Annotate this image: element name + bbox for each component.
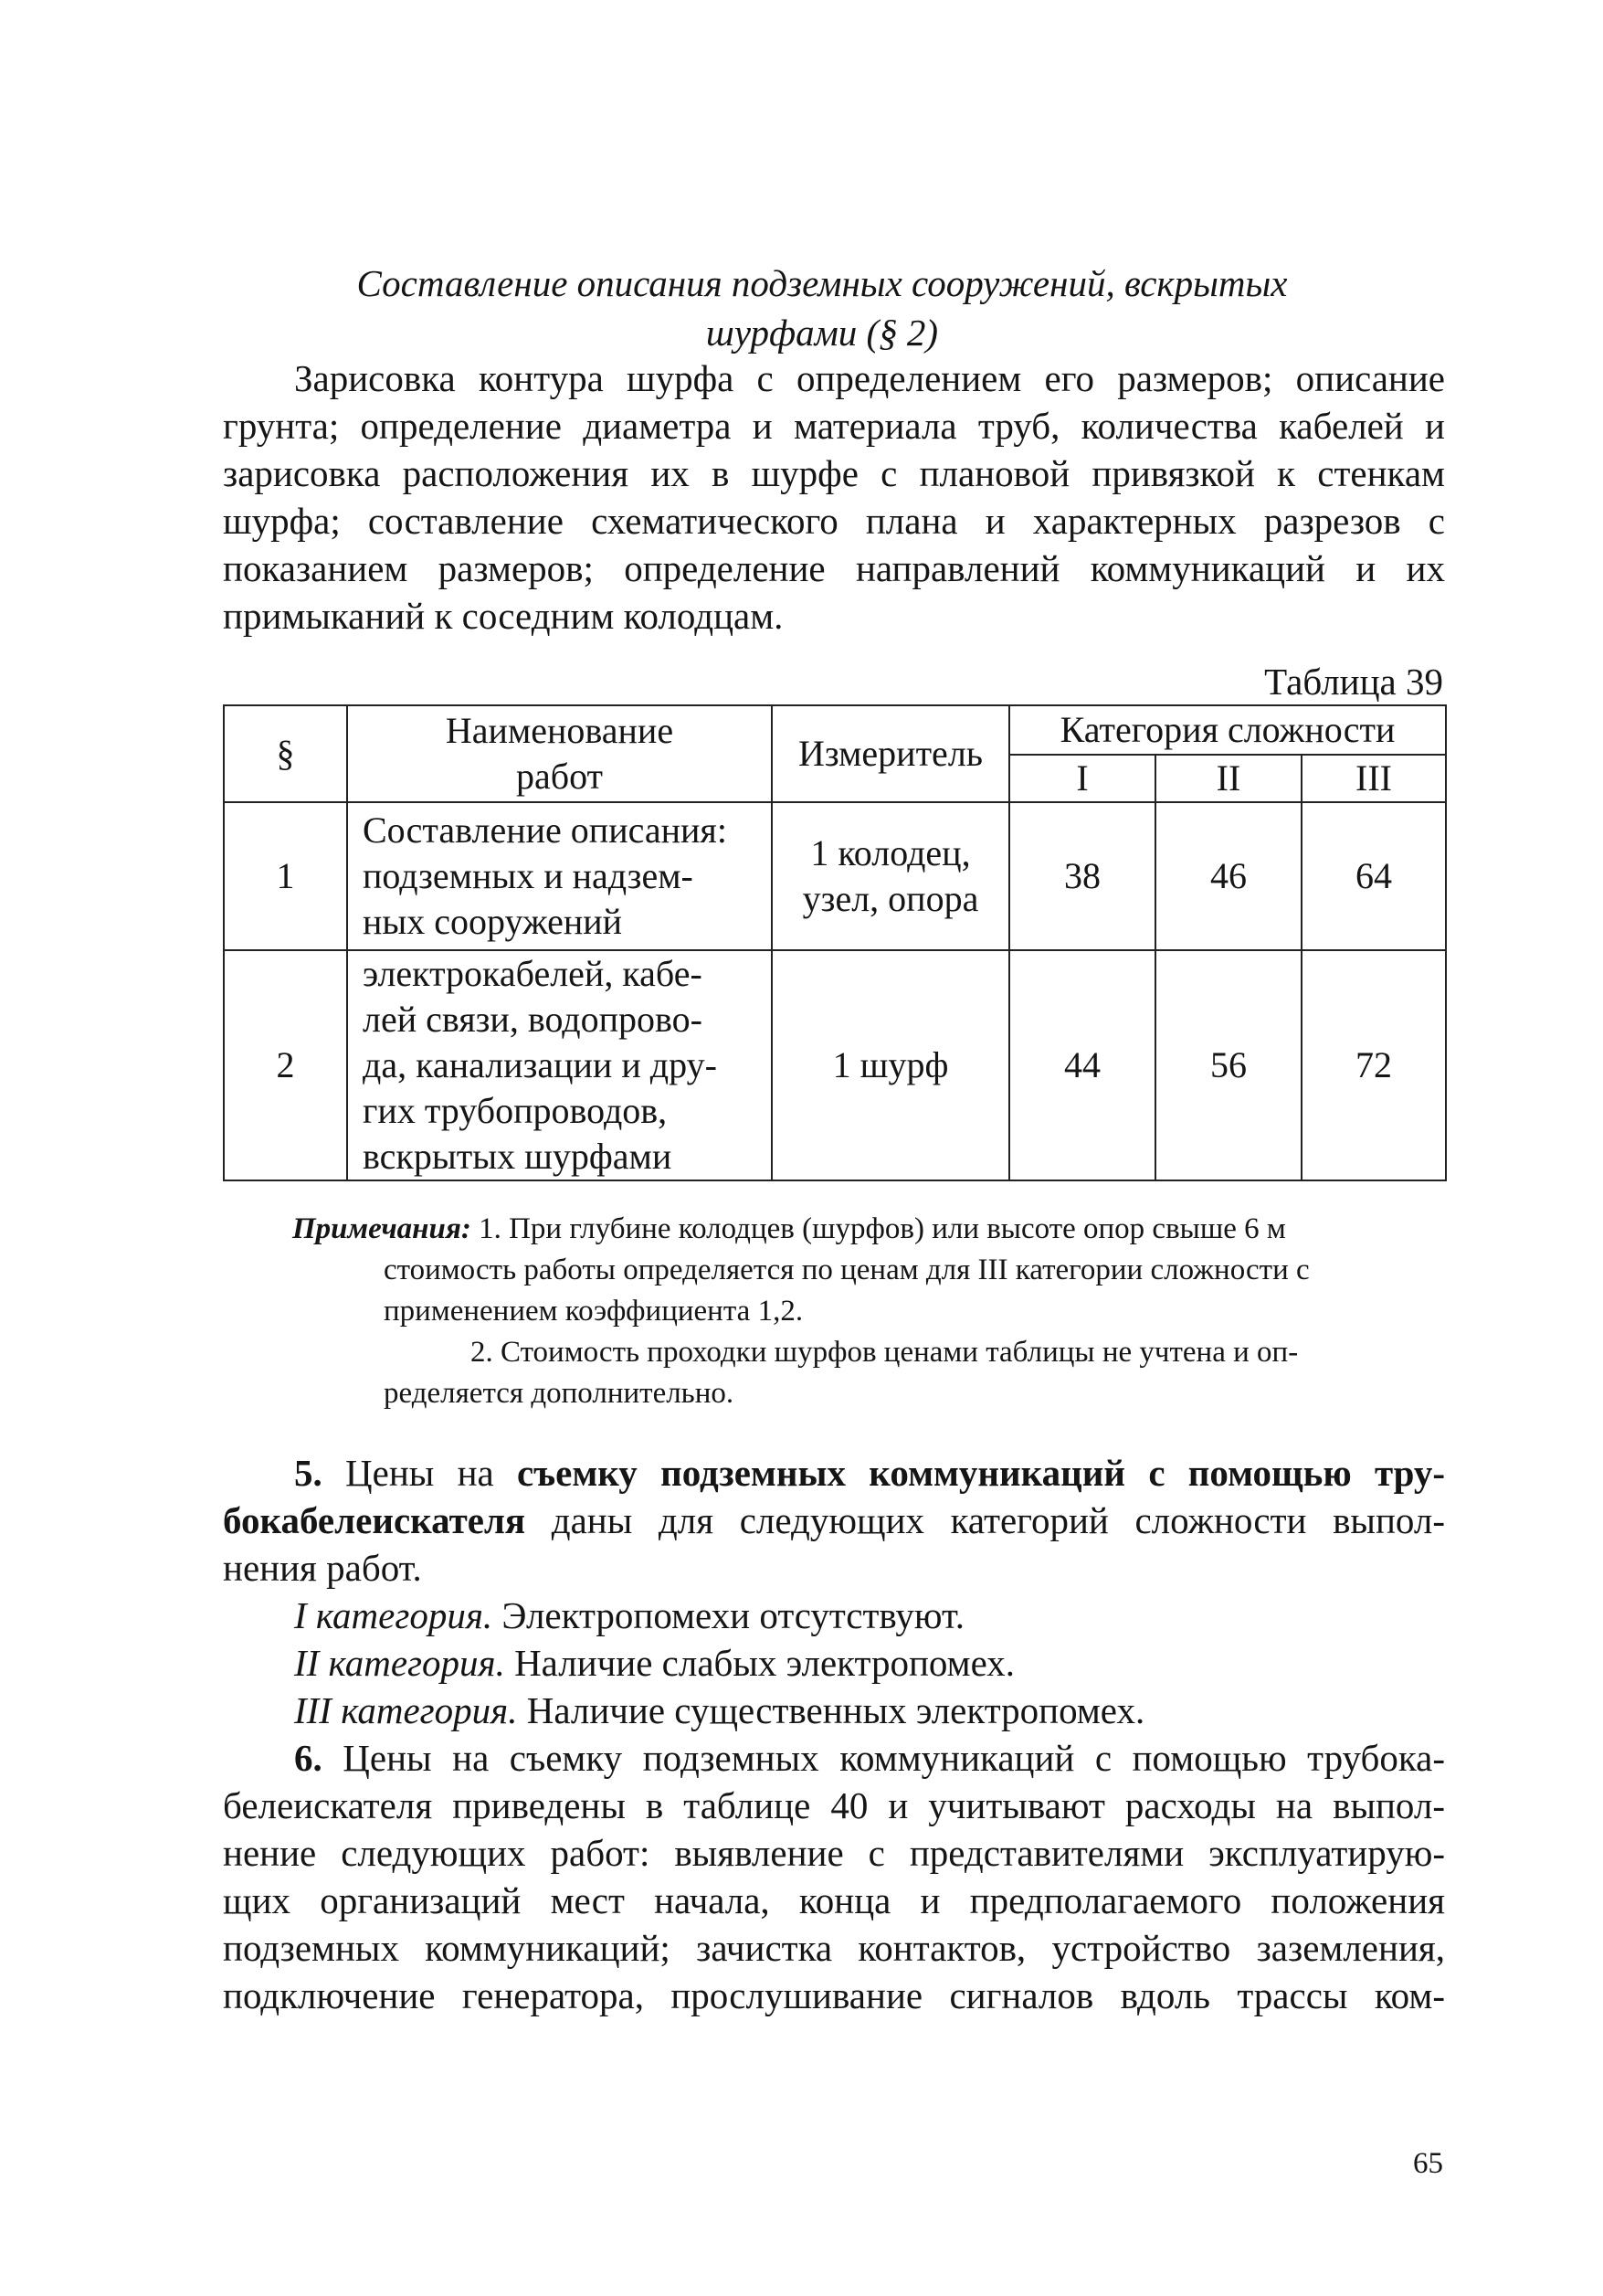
intro-line: шурфа; составление схематического плана и характерных разрезов с: [223, 500, 1445, 542]
section-5-line: нения работ.: [223, 1547, 422, 1589]
table-caption: Таблица 39: [1264, 661, 1443, 703]
cell-cat-2: 46: [1155, 802, 1302, 950]
category-text: Наличие существенных электропомех.: [526, 1689, 1145, 1731]
header-cat-3: III: [1302, 755, 1446, 802]
section-6-line: щих организаций мест начала, конца и предполагаемого положения: [223, 1879, 1445, 1921]
cell-cat-1: 44: [1009, 950, 1155, 1180]
category-label: III категория.: [294, 1689, 518, 1731]
section-6-text: Цены на съемку подземных коммуникаций с помощью трубока-: [343, 1737, 1446, 1779]
table-row: [224, 802, 1446, 950]
category-label: II категория.: [294, 1642, 505, 1684]
section-5-line: [223, 1497, 1445, 1544]
section-6-number: 6.: [294, 1737, 322, 1779]
note-1-line: стоимость работы определяется по ценам для III категории сложности с: [384, 1254, 1310, 1286]
category-line: [223, 1687, 1445, 1734]
intro-line: примыканий к соседним колодцам.: [223, 595, 784, 637]
intro-line: показанием размеров; определение направлений коммуникаций и их: [223, 547, 1445, 589]
section-6-line: [223, 1734, 1445, 1782]
header-name: [347, 705, 772, 802]
header-unit: Измеритель: [772, 705, 1009, 802]
category-line: [223, 1639, 1445, 1687]
section-6: [223, 1734, 1445, 2019]
cell-cat-3: 72: [1302, 950, 1446, 1180]
header-cat-1: I: [1009, 755, 1155, 802]
cell-name-line: гих трубопроводов,: [363, 1090, 668, 1131]
section-5-bold: съемку подземных коммуникаций с помощью тру-: [517, 1452, 1445, 1494]
section-6-line: подземных коммуникаций; зачистка контактов, устройство заземления,: [223, 1927, 1445, 1969]
cell-section: 2: [224, 950, 347, 1180]
cell-unit: [772, 802, 1009, 950]
section-5-number: 5.: [294, 1452, 322, 1494]
note-2-line: ределяется дополнительно.: [384, 1377, 734, 1410]
header-cat-2: II: [1155, 755, 1302, 802]
note-1-line: применением коэффициента 1,2.: [384, 1295, 804, 1328]
section-5-bold: бокабелеискателя: [223, 1499, 526, 1541]
cell-name-line: электрокабелей, кабе-: [363, 953, 702, 994]
intro-line: Зарисовка контура шурфа с определением его размеров; описание: [294, 357, 1445, 399]
cell-name-line: да, канализации и дру-: [363, 1044, 717, 1085]
cell-unit: [772, 950, 1009, 1180]
header-name-line: Наименование: [445, 710, 674, 751]
cell-unit-line: 1 колодец,: [810, 832, 971, 873]
notes-label: Примечания:: [292, 1212, 471, 1245]
cell-name-line: подземных и надзем-: [363, 855, 693, 896]
note-text: 1. При глубине колодцев (шурфов) или высоте опор свыше 6 м: [479, 1212, 1286, 1245]
cell-section: 1: [224, 802, 347, 950]
section-6-line: белеискателя приведены в таблице 40 и учитывают расходы на выпол-: [223, 1784, 1445, 1826]
cell-unit-line: 1 шурф: [832, 1044, 949, 1085]
cell-name-line: лей связи, водопрово-: [363, 999, 702, 1040]
cell-name-line: Составление описания:: [363, 809, 727, 851]
cell-name: [347, 950, 772, 1180]
section-6-line: подключение генератора, прослушивание сигналов вдоль трассы ком-: [223, 1974, 1445, 2016]
page-number: 65: [1413, 2147, 1443, 2180]
intro-line: грунта; определение диаметра и материала труб, количества кабелей и: [223, 405, 1445, 447]
category-label: I категория.: [294, 1594, 493, 1636]
section-5: [223, 1449, 1445, 1734]
cell-cat-2: 56: [1155, 950, 1302, 1180]
table-row: [224, 950, 1446, 1180]
heading-line-2: шурфами (§ 2): [705, 312, 939, 354]
cell-unit-line: узел, опора: [802, 878, 979, 919]
intro-line: зарисовка расположения их в шурфе с плановой привязкой к стенкам: [223, 452, 1445, 494]
category-text: Электропомехи отсутствуют.: [501, 1594, 965, 1636]
header-name-line: работ: [515, 756, 604, 797]
cell-cat-3: 64: [1302, 802, 1446, 950]
table-39: [223, 704, 1447, 1181]
note-1-line: [292, 1209, 1457, 1250]
intro-paragraph: [223, 354, 1445, 640]
section-6-line: нение следующих работ: выявление с представителями эксплуатирую-: [223, 1832, 1445, 1874]
cell-cat-1: 38: [1009, 802, 1155, 950]
header-category: Категория сложности: [1009, 705, 1446, 755]
section-5-text: даны для следующих категорий сложности выпол-: [551, 1499, 1445, 1541]
cell-name: [347, 802, 772, 950]
note-2-line: 2. Стоимость проходки шурфов ценами таблицы не учтена и оп-: [470, 1336, 1299, 1369]
heading-line-1: Составление описания подземных сооружений, вскрытых: [356, 262, 1288, 304]
section-5-text: Цены на: [345, 1452, 494, 1494]
cell-name-line: ных сооружений: [363, 901, 623, 942]
category-line: [223, 1592, 1445, 1639]
header-section: §: [224, 705, 347, 802]
section-heading: [274, 259, 1370, 357]
section-5-line: [223, 1449, 1445, 1497]
cell-name-line: вскрытых шурфами: [363, 1136, 672, 1177]
category-text: Наличие слабых электропомех.: [514, 1642, 1015, 1684]
notes: [292, 1209, 1457, 1414]
